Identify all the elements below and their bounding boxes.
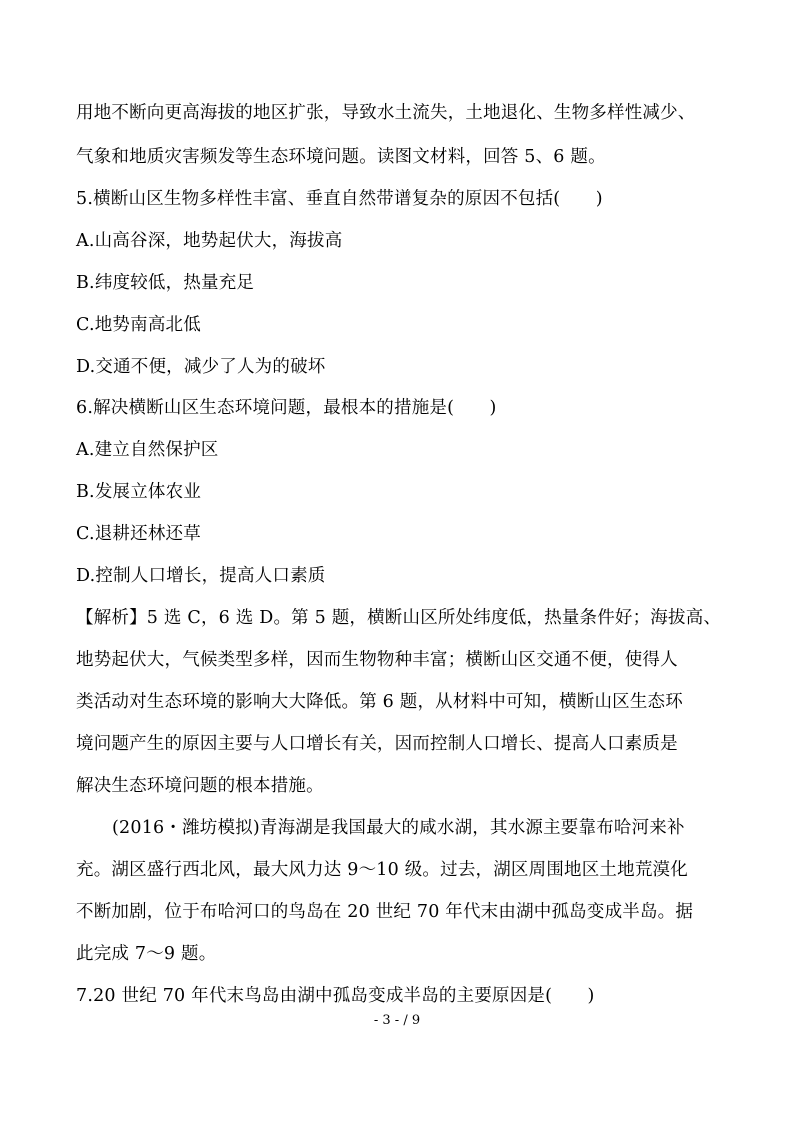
analysis-line: 境问题产生的原因主要与人口增长有关，因而控制人口增长、提高人口素质是 (76, 734, 678, 754)
q5-option-a: A.山高谷深，地势起伏大，海拔高 (76, 231, 343, 251)
q5-option-b: B.纬度较低，热量充足 (76, 273, 255, 293)
q5-option-c: C.地势南高北低 (76, 315, 201, 335)
q5-option-d: D.交通不便，减少了人为的破坏 (76, 357, 326, 377)
material-line: 此完成 7～9 题。 (76, 944, 217, 964)
material-line: (2016・潍坊模拟)青海湖是我国最大的咸水湖，其水源主要靠布哈河来补 (112, 818, 685, 838)
question-6: 6.解决横断山区生态环境问题，最根本的措施是( ) (76, 398, 497, 418)
question-5: 5.横断山区生物多样性丰富、垂直自然带谱复杂的原因不包括( ) (76, 189, 603, 209)
q6-option-c: C.退耕还林还草 (76, 524, 201, 544)
q6-option-b: B.发展立体农业 (76, 482, 202, 502)
analysis-line: 解决生态环境问题的根本措施。 (76, 776, 324, 796)
text-line: 用地不断向更高海拔的地区扩张，导致水土流失，土地退化、生物多样性减少、 (76, 103, 696, 123)
text-line: 气象和地质灾害频发等生态环境问题。读图文材料，回答 5、6 题。 (76, 147, 606, 167)
material-line: 充。湖区盛行西北风，最大风力达 9～10 级。过去，湖区周围地区土地荒漠化 (76, 860, 688, 880)
q6-option-a: A.建立自然保护区 (76, 440, 219, 460)
page-number: - 3 - / 9 (373, 1013, 421, 1028)
analysis-line: 类活动对生态环境的影响大大降低。第 6 题，从材料中可知，横断山区生态环 (76, 692, 683, 712)
material-line: 不断加剧，位于布哈河口的鸟岛在 20 世纪 70 年代末由湖中孤岛变成半岛。据 (76, 902, 694, 922)
q6-option-d: D.控制人口增长，提高人口素质 (76, 566, 326, 586)
analysis-line: 【解析】5 选 C，6 选 D。第 5 题，横断山区所处纬度低，热量条件好；海拔高、 (76, 608, 722, 628)
question-7: 7.20 世纪 70 年代末鸟岛由湖中孤岛变成半岛的主要原因是( ) (76, 986, 595, 1006)
analysis-line: 地势起伏大，气候类型多样，因而生物物种丰富；横断山区交通不便，使得人 (76, 650, 678, 670)
